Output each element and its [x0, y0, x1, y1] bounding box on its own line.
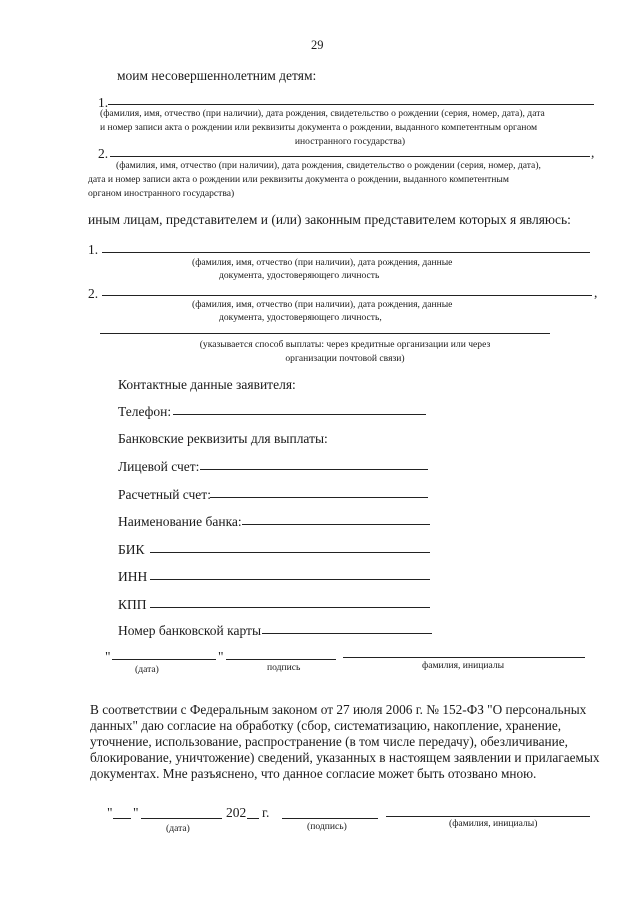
other-1-line[interactable]: [102, 252, 590, 253]
sig1-name-caption: фамилия, инициалы: [422, 660, 505, 671]
child-2-caption-line-3: органом иностранного государства): [88, 188, 235, 199]
child-1-caption-line-3: иностранного государства): [294, 136, 406, 147]
payment-method-line[interactable]: [100, 333, 550, 334]
child-2-caption-line-2: дата и номер записи акта о рождении или реквизиты документа о рождении, выданного компетентным: [88, 174, 509, 185]
sig2-quote-close: ": [133, 805, 139, 820]
consent-line-4: блокирование, уничтожение) сведений, указанных в настоящем заявлении и прилагаемых: [90, 750, 600, 765]
sig2-year-suffix: г.: [262, 805, 270, 820]
bank-name-label: Наименование банка:: [118, 514, 242, 529]
sig2-day-field[interactable]: [113, 818, 131, 819]
child-2-caption-line-1: (фамилия, имя, отчество (при наличии), дата рождения, свидетельство о рождении (серия, номер, дата),: [116, 160, 541, 171]
child-1-caption-line-2: и номер записи акта о рождении или реквизиты документа о рождении, выданного компетентным органом: [100, 122, 538, 133]
sig2-quote-open: ": [107, 805, 113, 820]
child-2-number: 2.: [98, 146, 109, 161]
sig1-date-field[interactable]: [112, 659, 216, 660]
sig1-date-caption: (дата): [135, 664, 159, 675]
other-1-caption-line-2: документа, удостоверяющего личность: [219, 270, 380, 281]
child-1-line[interactable]: [108, 104, 594, 105]
payment-caption-line-1: (указывается способ выплаты: через кредитные организации или через: [199, 339, 491, 350]
other-2-comma: ,: [594, 285, 598, 300]
sig2-sign-caption: (подпись): [307, 821, 347, 832]
child-1-number: 1.: [98, 95, 109, 110]
inn-label: ИНН: [118, 569, 148, 584]
consent-line-2: данных" даю согласие на обработку (сбор, систематизацию, накопление, хранение,: [90, 718, 562, 733]
other-2-line[interactable]: [102, 295, 592, 296]
phone-field[interactable]: [173, 414, 426, 415]
card-number-field[interactable]: [262, 633, 432, 634]
other-2-caption-line-2: документа, удостоверяющего личность,: [219, 312, 382, 323]
page-number: 29: [311, 38, 324, 52]
child-1-caption-line-1: (фамилия, имя, отчество (при наличии), дата рождения, свидетельство о рождении (серия, номер, дата), дата: [100, 108, 545, 119]
consent-line-5: документах. Мне разъяснено, что данное согласие может быть отозвано мною.: [90, 766, 537, 781]
kpp-label: КПП: [118, 597, 147, 612]
card-number-label: Номер банковской карты: [118, 623, 262, 638]
inn-field[interactable]: [150, 579, 430, 580]
phone-label: Телефон:: [118, 404, 172, 419]
sig1-name-field[interactable]: [343, 657, 585, 658]
bik-field[interactable]: [150, 552, 430, 553]
contacts-title: Контактные данные заявителя:: [118, 377, 296, 392]
sig2-sign-field[interactable]: [282, 818, 378, 819]
sig2-date-caption: (дата): [166, 823, 190, 834]
consent-line-3: уточнение, использование, распространение (в том числе передачу), обезличивание,: [90, 734, 568, 749]
sig2-year-field[interactable]: [247, 818, 259, 819]
sig2-month-field[interactable]: [141, 818, 222, 819]
consent-line-1: В соответствии с Федеральным законом от 27 июля 2006 г. № 152-ФЗ "О персональных: [90, 702, 587, 717]
sig2-name-caption: (фамилия, инициалы): [449, 818, 538, 829]
bank-title: Банковские реквизиты для выплаты:: [118, 431, 328, 446]
sig1-sign-field[interactable]: [226, 659, 336, 660]
bank-name-field[interactable]: [242, 524, 430, 525]
others-intro: иным лицам, представителем и (или) законным представителем которых я являюсь:: [88, 212, 571, 227]
payment-caption-line-2: организации почтовой связи): [285, 353, 405, 364]
other-2-caption-line-1: (фамилия, имя, отчество (при наличии), дата рождения, данные: [192, 299, 453, 310]
child-2-comma: ,: [591, 145, 595, 160]
children-intro: моим несовершеннолетним детям:: [117, 68, 317, 83]
sig1-quote-open: ": [105, 649, 111, 664]
sig1-sign-caption: подпись: [267, 662, 301, 673]
bik-label: БИК: [118, 542, 145, 557]
kpp-field[interactable]: [150, 607, 430, 608]
other-2-number: 2.: [88, 286, 99, 301]
settlement-account-field[interactable]: [210, 497, 428, 498]
sig1-quote-close: ": [218, 649, 224, 664]
settlement-account-label: Расчетный счет:: [118, 487, 211, 502]
account-label: Лицевой счет:: [118, 459, 200, 474]
child-2-line[interactable]: [110, 156, 590, 157]
account-field[interactable]: [200, 469, 428, 470]
other-1-caption-line-1: (фамилия, имя, отчество (при наличии), дата рождения, данные: [192, 257, 453, 268]
sig2-year: 202: [226, 805, 247, 820]
other-1-number: 1.: [88, 242, 99, 257]
